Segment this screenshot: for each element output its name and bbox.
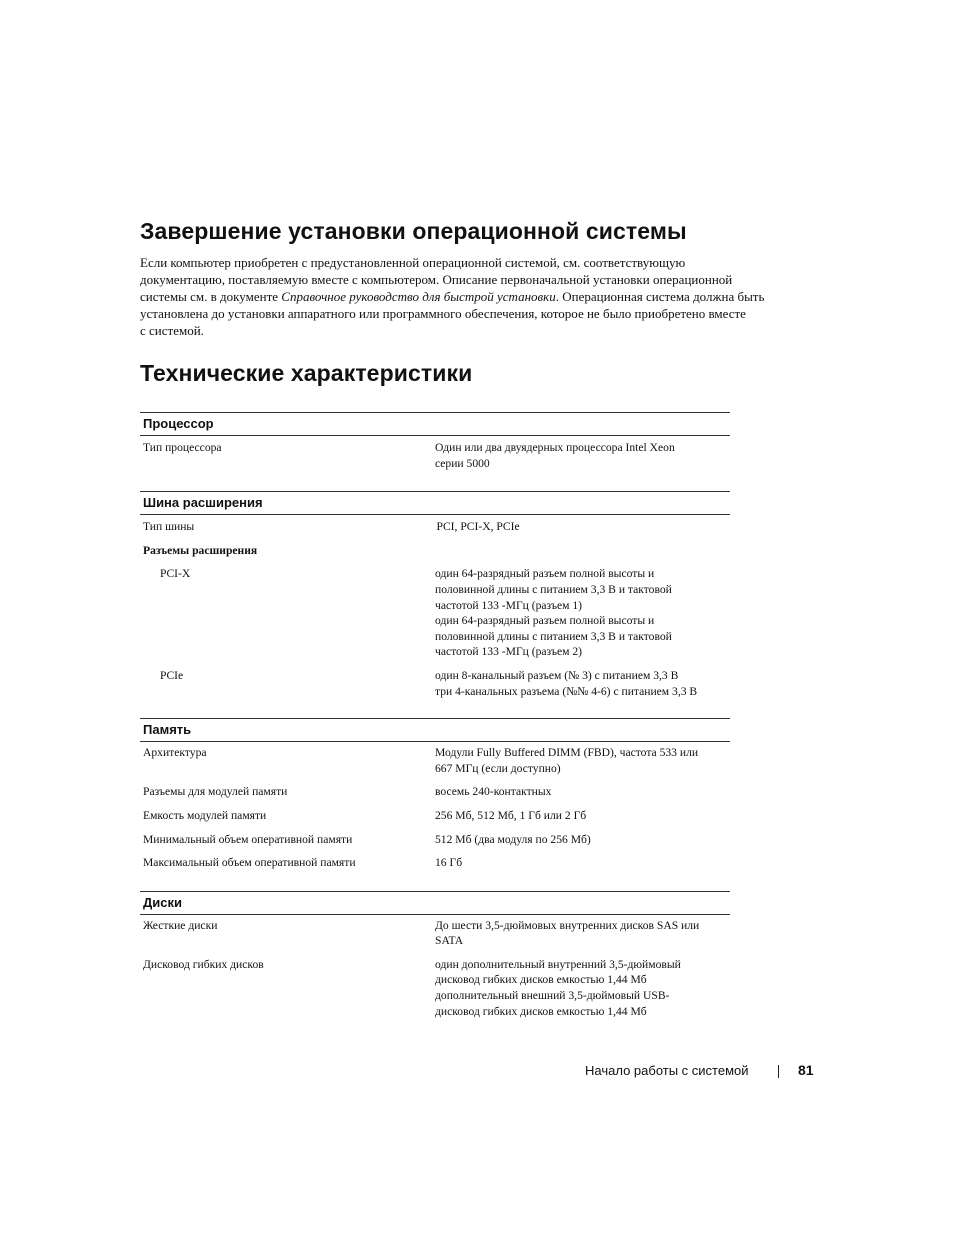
row-value: Модули Fully Buffered DIMM (FBD), частота 533 или 667 МГц (если доступно) — [435, 746, 699, 775]
row-label: Разъемы для модулей памяти — [143, 785, 288, 799]
table-row — [140, 918, 730, 949]
table-row — [140, 957, 730, 1019]
footer-title: Начало работы с системой — [585, 1063, 749, 1078]
group-heading-bus: Шина расширения — [140, 491, 730, 515]
intro-line: документацию, поставляемую вместе с компьютером. Описание первоначальной установки операционной — [140, 272, 733, 287]
row-label: Жесткие диски — [143, 918, 218, 932]
intro-line: с системой. — [140, 323, 204, 338]
row-value: один 8-канальный разъем (№ 3) с питанием 3,3 В три 4-канальных разъема (№№ 4-6) с питанием 3,3 В — [435, 668, 698, 698]
section-title-install: Завершение установки операционной системы — [140, 218, 687, 244]
row-label: Архитектура — [143, 746, 207, 760]
table-row — [140, 440, 730, 471]
table-row — [140, 832, 730, 848]
table-row — [140, 668, 730, 699]
table-row — [140, 566, 730, 660]
row-label: PCI-X — [160, 567, 191, 581]
row-value: Один или два двуядерных процессора Intel Xeon серии 5000 — [435, 441, 675, 470]
intro-line: системы см. в документе Справочное руководство для быстрой установки. Операционная система должна быть — [140, 289, 765, 304]
row-value: До шести 3,5-дюймовых внутренних дисков SAS или SATA — [435, 918, 700, 948]
page-number: 81 — [798, 1062, 814, 1078]
guide-title: Справочное руководство для быстрой установки — [281, 289, 556, 304]
table-row — [140, 784, 730, 800]
row-value: один дополнительный внутренний 3,5-дюймовый дисковод гибких дисков емкостью 1,44 Мб дополнительный внешний 3,5-дюймовый USB- дисковод гибких дисков емкостью 1,44 Мб — [435, 957, 681, 1018]
spec-table — [140, 412, 730, 1019]
intro-paragraph — [140, 254, 820, 339]
group-heading-processor: Процессор — [140, 412, 730, 436]
row-label: PCIe — [160, 668, 184, 682]
row-label: Разъемы расширения — [143, 543, 258, 557]
row-value: восемь 240-контактных — [435, 785, 552, 799]
row-value: PCI, PCI-X, PCIe — [436, 520, 520, 534]
row-value: 256 Мб, 512 Мб, 1 Гб или 2 Гб — [435, 808, 587, 822]
row-label: Тип шины — [143, 520, 195, 534]
table-row — [140, 808, 730, 824]
row-label: Емкость модулей памяти — [143, 808, 267, 822]
table-row — [140, 543, 730, 559]
intro-line: установлена до установки аппаратного или программного обеспечения, которое не было приобретено вместе — [140, 306, 746, 321]
footer-divider — [778, 1065, 779, 1078]
row-value: один 64-разрядный разъем полной высоты и половинной длины с питанием 3,3 В и тактовой частотой 133 -МГц (разъем 1) один 64-разрядный разъем полной высоты и половинной длины с питанием 3,3 В и тактовой частотой 133 -МГц (разъем 2) — [435, 567, 672, 659]
row-label: Тип процессора — [143, 441, 222, 454]
row-label: Максимальный объем оперативной памяти — [143, 856, 356, 870]
table-row — [140, 855, 730, 871]
page-footer — [585, 1061, 815, 1081]
table-row — [140, 745, 730, 776]
row-value: 512 Мб (два модуля по 256 Мб) — [435, 832, 591, 846]
row-label: Минимальный объем оперативной памяти — [143, 832, 353, 846]
section-title-specs: Технические характеристики — [140, 360, 473, 386]
intro-line: Если компьютер приобретен с предустановленной операционной системой, см. соответствующую — [140, 255, 686, 270]
table-row — [140, 519, 730, 535]
row-value: 16 Гб — [435, 856, 463, 870]
group-heading-drives: Диски — [140, 891, 730, 915]
group-heading-memory: Память — [140, 718, 730, 742]
row-label: Дисковод гибких дисков — [143, 957, 264, 971]
